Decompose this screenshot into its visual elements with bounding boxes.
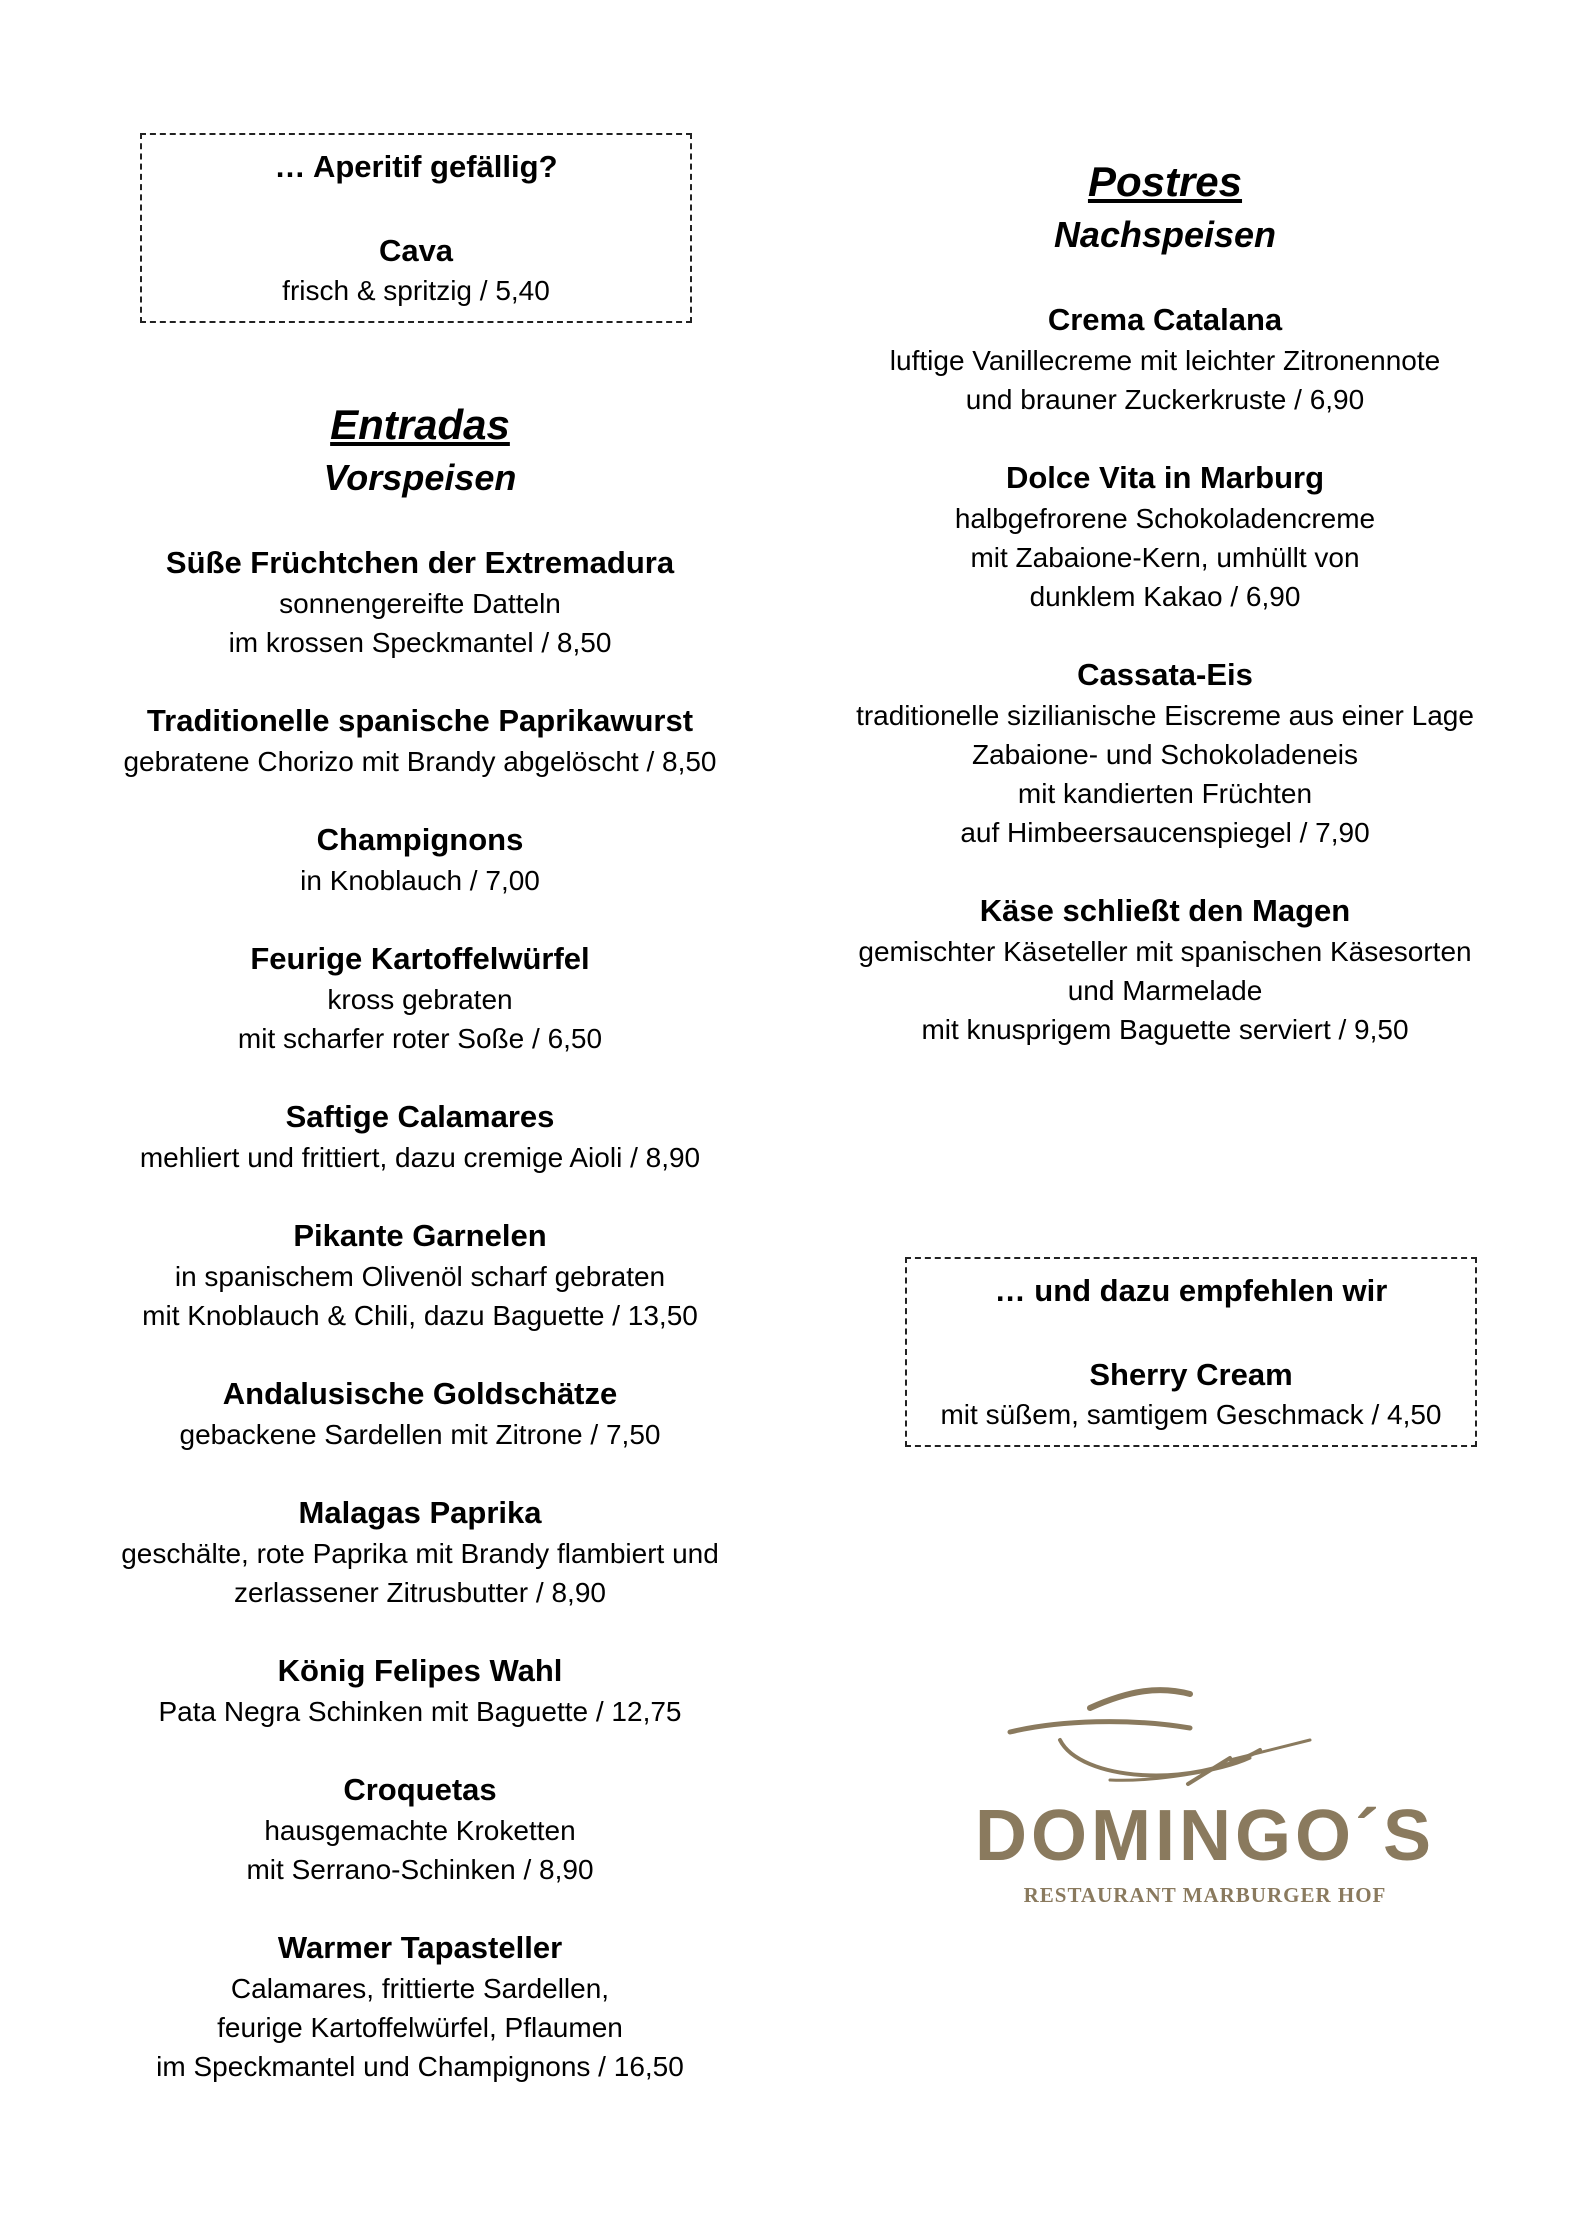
menu-item bbox=[95, 542, 745, 662]
logo-name: DOMINGO´S bbox=[975, 1796, 1435, 1876]
menu-item-name: Warmer Tapasteller bbox=[277, 1930, 563, 1965]
desserts-section bbox=[830, 155, 1500, 1049]
menu-item-description: halbgefrorene Schokoladencreme bbox=[954, 503, 1376, 534]
menu-item-description: mit Knoblauch & Chili, dazu Baguette / 13,50 bbox=[142, 1300, 698, 1331]
desserts-subtitle: Nachspeisen bbox=[1053, 214, 1277, 255]
menu-item-description: feurige Kartoffelwürfel, Pflaumen bbox=[217, 2012, 623, 2043]
menu-item-name: Feurige Kartoffelwürfel bbox=[250, 941, 590, 976]
menu-item-name: Käse schließt den Magen bbox=[979, 893, 1351, 928]
menu-item-name: Champignons bbox=[316, 822, 524, 857]
menu-item-description: mit knusprigem Baguette serviert / 9,50 bbox=[921, 1014, 1409, 1045]
menu-item-description: und Marmelade bbox=[1067, 975, 1263, 1006]
menu-item-description: und brauner Zuckerkruste / 6,90 bbox=[965, 384, 1365, 415]
menu-item-name: Andalusische Goldschätze bbox=[222, 1376, 618, 1411]
menu-item bbox=[830, 457, 1500, 616]
menu-item-name: Traditionelle spanische Paprikawurst bbox=[146, 703, 694, 738]
recommendation-name: Sherry Cream bbox=[1089, 1357, 1293, 1392]
menu-item-description: kross gebraten bbox=[327, 984, 513, 1015]
menu-item bbox=[95, 1769, 745, 1889]
menu-item bbox=[830, 890, 1500, 1049]
menu-item-description: zerlassener Zitrusbutter / 8,90 bbox=[234, 1577, 606, 1608]
menu-item-description: dunklem Kakao / 6,90 bbox=[1029, 581, 1301, 612]
menu-item bbox=[95, 1492, 745, 1612]
menu-item-name: Malagas Paprika bbox=[298, 1495, 542, 1530]
menu-item-description: mehliert und frittiert, dazu cremige Aioli / 8,90 bbox=[139, 1142, 701, 1173]
menu-item-description: in Knoblauch / 7,00 bbox=[300, 865, 540, 896]
plate-cutlery-icon bbox=[930, 1680, 1490, 1920]
aperitif-box bbox=[140, 133, 692, 323]
menu-item-description: mit Zabaione-Kern, umhüllt von bbox=[970, 542, 1360, 573]
menu-item bbox=[95, 1215, 745, 1335]
starters-section bbox=[95, 398, 745, 2086]
aperitif-desc: frisch & spritzig / 5,40 bbox=[282, 275, 550, 306]
menu-item-description: luftige Vanillecreme mit leichter Zitronennote bbox=[889, 345, 1441, 376]
menu-item-description: traditionelle sizilianische Eiscreme aus einer Lage bbox=[856, 700, 1474, 731]
menu-item-name: Croquetas bbox=[343, 1772, 497, 1807]
menu-item-name: Süße Früchtchen der Extremadura bbox=[165, 545, 675, 580]
menu-item bbox=[95, 700, 745, 781]
menu-item-name: König Felipes Wahl bbox=[277, 1653, 563, 1688]
menu-item-description: im Speckmantel und Champignons / 16,50 bbox=[156, 2051, 684, 2082]
menu-item-name: Crema Catalana bbox=[1047, 302, 1283, 337]
menu-item bbox=[830, 299, 1500, 419]
menu-item-description: mit kandierten Früchten bbox=[1017, 778, 1313, 809]
menu-item bbox=[95, 1650, 745, 1731]
menu-item-description: gebratene Chorizo mit Brandy abgelöscht / 8,50 bbox=[123, 746, 717, 777]
starters-list bbox=[95, 542, 745, 2086]
recommendation-title: … und dazu empfehlen wir bbox=[994, 1273, 1388, 1308]
logo-tagline: RESTAURANT MARBURGER HOF bbox=[1023, 1883, 1387, 1907]
aperitif-name: Cava bbox=[378, 233, 454, 268]
menu-item-description: sonnengereifte Datteln bbox=[279, 588, 561, 619]
menu-item-description: gemischter Käseteller mit spanischen Käsesorten bbox=[858, 936, 1472, 967]
starters-title: Entradas bbox=[330, 401, 510, 448]
menu-item-description: mit scharfer roter Soße / 6,50 bbox=[237, 1023, 603, 1054]
menu-item-description: mit Serrano-Schinken / 8,90 bbox=[246, 1854, 594, 1885]
aperitif-title: … Aperitif gefällig? bbox=[274, 149, 558, 184]
menu-item-description: hausgemachte Kroketten bbox=[264, 1815, 576, 1846]
menu-item-description: auf Himbeersaucenspiegel / 7,90 bbox=[960, 817, 1370, 848]
menu-item-description: geschälte, rote Paprika mit Brandy flambiert und bbox=[121, 1538, 719, 1569]
menu-item-description: im krossen Speckmantel / 8,50 bbox=[228, 627, 612, 658]
menu-item bbox=[95, 1096, 745, 1177]
recommendation-desc: mit süßem, samtigem Geschmack / 4,50 bbox=[940, 1399, 1442, 1430]
menu-item-description: Calamares, frittierte Sardellen, bbox=[230, 1973, 610, 2004]
starters-subtitle: Vorspeisen bbox=[323, 457, 517, 498]
menu-item-name: Dolce Vita in Marburg bbox=[1005, 460, 1325, 495]
menu-item-description: in spanischem Olivenöl scharf gebraten bbox=[174, 1261, 666, 1292]
menu-item-description: Zabaione- und Schokoladeneis bbox=[971, 739, 1359, 770]
menu-item bbox=[95, 938, 745, 1058]
menu-item bbox=[95, 819, 745, 900]
menu-item-description: gebackene Sardellen mit Zitrone / 7,50 bbox=[179, 1419, 661, 1450]
menu-item-name: Pikante Garnelen bbox=[293, 1218, 547, 1253]
desserts-list bbox=[830, 299, 1500, 1049]
menu-item-name: Saftige Calamares bbox=[285, 1099, 555, 1134]
menu-item bbox=[95, 1927, 745, 2086]
menu-item-name: Cassata-Eis bbox=[1077, 657, 1253, 692]
menu-item bbox=[830, 654, 1500, 852]
desserts-title: Postres bbox=[1087, 158, 1243, 205]
restaurant-logo bbox=[930, 1680, 1490, 1920]
menu-item bbox=[95, 1373, 745, 1454]
menu-item-description: Pata Negra Schinken mit Baguette / 12,75 bbox=[158, 1696, 682, 1727]
recommendation-box bbox=[905, 1257, 1477, 1447]
